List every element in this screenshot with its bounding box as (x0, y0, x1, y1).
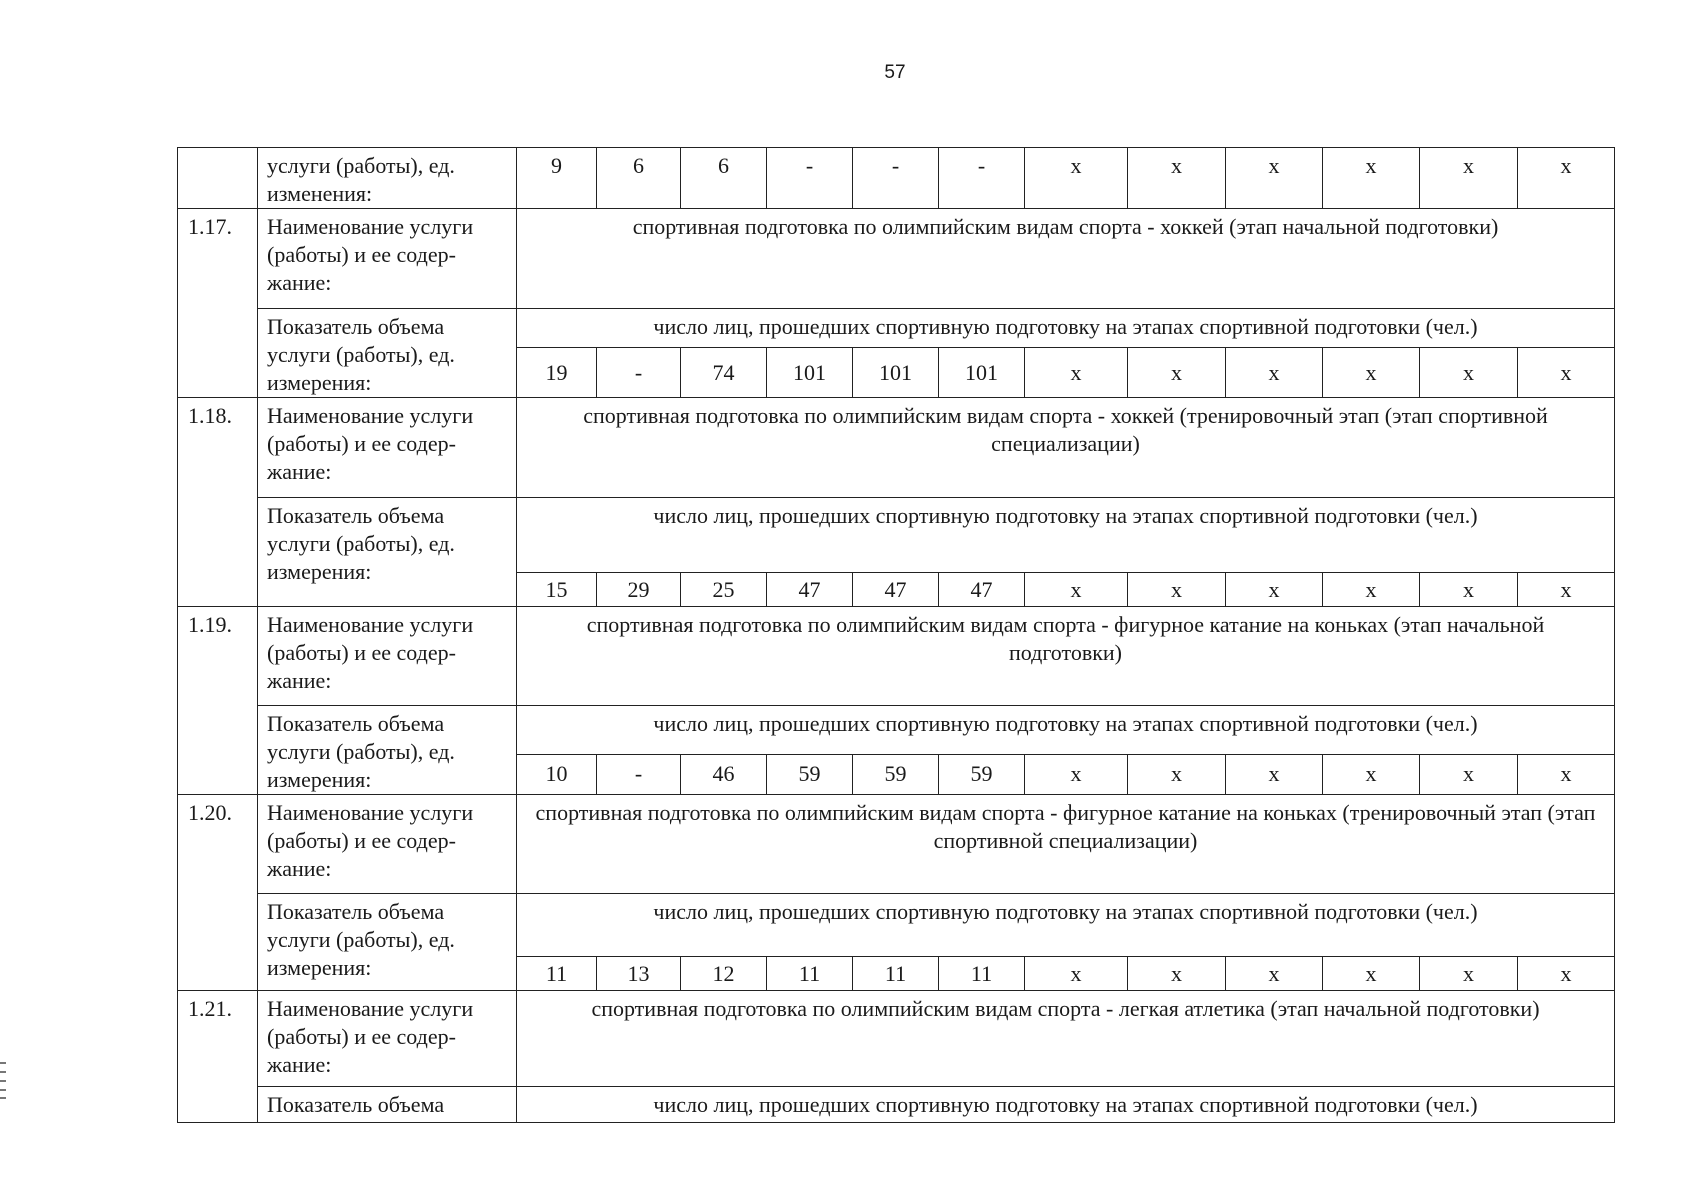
value-cell: х (1226, 348, 1323, 398)
value-cell: 6 (681, 148, 767, 209)
page-number: 57 (884, 62, 906, 83)
indicator-label: услуги (работы), ед. изменения: (258, 148, 517, 209)
value-cell: 25 (681, 573, 767, 607)
value-cell: 19 (517, 348, 597, 398)
section-number-cell (178, 148, 258, 209)
service-name-label: Наименование услуги (работы) и ее содер-жание: (258, 991, 517, 1087)
value-cell: 29 (597, 573, 681, 607)
value-cell: 101 (767, 348, 853, 398)
value-cell: х (1323, 148, 1420, 209)
indicator-row (178, 894, 1615, 957)
service-name-value: спортивная подготовка по олимпийским видам спорта - фигурное катание на коньках (этап начальной подготовки) (517, 607, 1615, 706)
service-name-row (178, 795, 1615, 894)
value-cell: х (1323, 754, 1420, 794)
value-cell: - (853, 148, 939, 209)
value-cell: 10 (517, 754, 597, 794)
value-cell: х (1025, 754, 1128, 794)
service-name-row (178, 209, 1615, 309)
value-cell: 59 (853, 754, 939, 794)
value-cell: 101 (853, 348, 939, 398)
indicator-row (178, 1087, 1615, 1123)
indicator-row (178, 498, 1615, 573)
value-cell: х (1323, 573, 1420, 607)
value-cell: 59 (767, 754, 853, 794)
indicator-value: число лиц, прошедших спортивную подготовку на этапах спортивной подготовки (чел.) (517, 1087, 1615, 1123)
service-name-value: спортивная подготовка по олимпийским видам спорта - хоккей (тренировочный этап (этап спортивной специализации) (517, 398, 1615, 498)
service-name-row (178, 398, 1615, 498)
value-cell: х (1025, 348, 1128, 398)
indicator-value: число лиц, прошедших спортивную подготовку на этапах спортивной подготовки (чел.) (517, 894, 1615, 957)
margin-mark (0, 1097, 6, 1099)
value-cell: х (1128, 148, 1226, 209)
value-cell: - (939, 148, 1025, 209)
value-cell: х (1420, 957, 1518, 991)
service-name-label: Наименование услуги (работы) и ее содер-жание: (258, 607, 517, 706)
continuation-row (178, 148, 1615, 209)
margin-mark (0, 1062, 6, 1064)
value-cell: х (1518, 348, 1615, 398)
margin-mark (0, 1089, 6, 1091)
value-cell: х (1025, 957, 1128, 991)
margin-mark (0, 1071, 6, 1073)
value-cell: - (597, 754, 681, 794)
value-cell: 74 (681, 348, 767, 398)
section-number: 1.18. (178, 398, 258, 607)
value-cell: 6 (597, 148, 681, 209)
margin-mark (0, 1080, 6, 1082)
value-cell: х (1128, 573, 1226, 607)
value-cell: х (1128, 754, 1226, 794)
value-cell: х (1226, 148, 1323, 209)
services-table (177, 147, 1615, 1123)
value-cell: х (1518, 148, 1615, 209)
indicator-label: Показатель объема услуги (работы), ед. измерения: (258, 894, 517, 991)
indicator-label: Показатель объема услуги (работы), ед. измерения: (258, 706, 517, 795)
service-name-label: Наименование услуги (работы) и ее содер-жание: (258, 209, 517, 309)
value-cell: - (597, 348, 681, 398)
indicator-label: Показатель объема услуги (работы), ед. измерения: (258, 498, 517, 607)
service-name-row (178, 991, 1615, 1087)
value-cell: х (1226, 754, 1323, 794)
service-name-value: спортивная подготовка по олимпийским видам спорта - легкая атлетика (этап начальной подготовки) (517, 991, 1615, 1087)
value-cell: 15 (517, 573, 597, 607)
value-cell: - (767, 148, 853, 209)
value-cell: х (1025, 148, 1128, 209)
value-cell: х (1518, 754, 1615, 794)
value-cell: 47 (767, 573, 853, 607)
value-cell: х (1518, 957, 1615, 991)
section-number: 1.20. (178, 795, 258, 991)
service-name-row (178, 607, 1615, 706)
value-cell: х (1420, 348, 1518, 398)
value-cell: х (1420, 754, 1518, 794)
service-name-label: Наименование услуги (работы) и ее содер-жание: (258, 795, 517, 894)
value-cell: х (1128, 957, 1226, 991)
indicator-label: Показатель объема услуги (работы), ед. измерения: (258, 309, 517, 398)
service-name-label: Наименование услуги (работы) и ее содер-жание: (258, 398, 517, 498)
indicator-label: Показатель объема (258, 1087, 517, 1123)
value-cell: 11 (517, 957, 597, 991)
value-cell: 46 (681, 754, 767, 794)
section-number: 1.17. (178, 209, 258, 398)
indicator-value: число лиц, прошедших спортивную подготовку на этапах спортивной подготовки (чел.) (517, 706, 1615, 755)
value-cell: х (1226, 573, 1323, 607)
service-name-value: спортивная подготовка по олимпийским видам спорта - хоккей (этап начальной подготовки) (517, 209, 1615, 309)
value-cell: 12 (681, 957, 767, 991)
value-cell: 101 (939, 348, 1025, 398)
value-cell: 47 (853, 573, 939, 607)
value-cell: х (1025, 573, 1128, 607)
indicator-value: число лиц, прошедших спортивную подготовку на этапах спортивной подготовки (чел.) (517, 498, 1615, 573)
value-cell: 9 (517, 148, 597, 209)
indicator-row (178, 706, 1615, 755)
value-cell: х (1518, 573, 1615, 607)
indicator-value: число лиц, прошедших спортивную подготовку на этапах спортивной подготовки (чел.) (517, 309, 1615, 348)
value-cell: 59 (939, 754, 1025, 794)
value-cell: х (1323, 348, 1420, 398)
section-number: 1.21. (178, 991, 258, 1123)
section-number: 1.19. (178, 607, 258, 795)
value-cell: х (1420, 573, 1518, 607)
value-cell: х (1420, 148, 1518, 209)
value-cell: х (1128, 348, 1226, 398)
value-cell: х (1226, 957, 1323, 991)
indicator-row (178, 309, 1615, 348)
service-name-value: спортивная подготовка по олимпийским видам спорта - фигурное катание на коньках (тренировочный этап (этап спортивной специализации) (517, 795, 1615, 894)
value-cell: 13 (597, 957, 681, 991)
value-cell: х (1323, 957, 1420, 991)
value-cell: 11 (767, 957, 853, 991)
value-cell: 11 (853, 957, 939, 991)
value-cell: 11 (939, 957, 1025, 991)
value-cell: 47 (939, 573, 1025, 607)
